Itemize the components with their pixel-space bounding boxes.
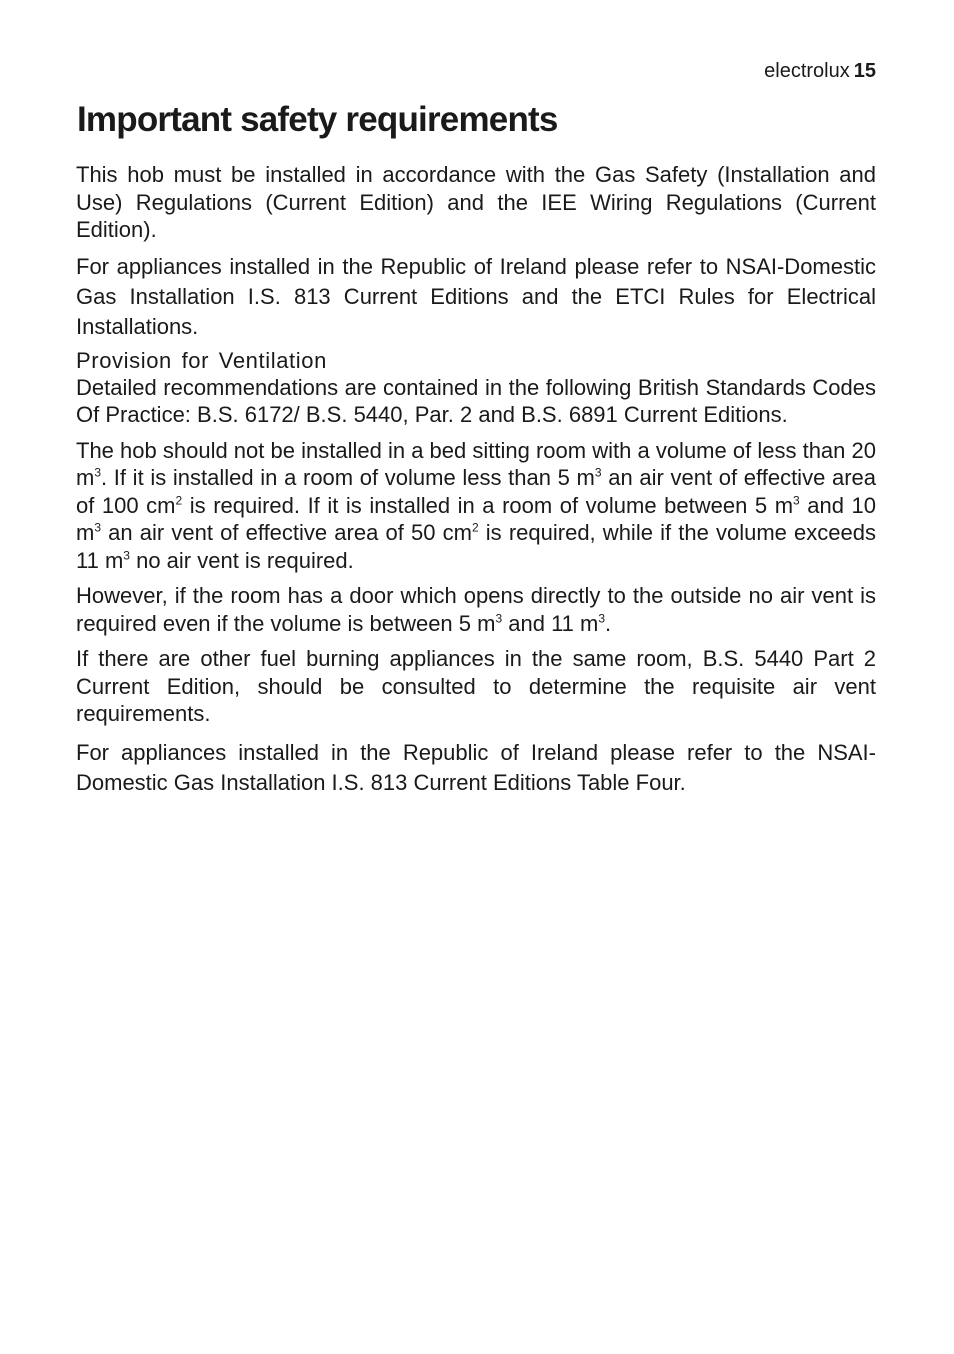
page-header bbox=[764, 58, 876, 84]
brand-name: electrolux bbox=[764, 60, 850, 82]
paragraph-british-standards: Detailed recommendations are contained in the following British Standards Codes Of Practice: B.S. 6172/ B.S. 5440, Par. 2 and B.S. 6891 Current Editions. bbox=[76, 374, 876, 427]
paragraph-ireland-table-four: For appliances installed in the Republic of Ireland please refer to the NSAI-Domestic Gas Installation I.S. 813 Current Editions Table Four. bbox=[76, 739, 876, 795]
paragraph-installation-regulations: This hob must be installed in accordance with the Gas Safety (Installation and Use) Regulations (Current Edition) and the IEE Wiring Regulations (Current Edition). bbox=[76, 162, 876, 242]
paragraph-room-volume: The hob should not be installed in a bed sitting room with a volume of less than 20 $m^3$. If it is installed in a room of volume less than 5 $m^3$ an air vent of effective area of 100 $cm^2$ is required. If it is installed in a room of volume between 5 $m^3$ and 10 $m^3$ an air vent of effective area of 50 $cm^2$ is required, while if the volume exceeds 11 $m^3$ no air vent is required. bbox=[76, 437, 876, 573]
document-body bbox=[76, 161, 876, 804]
paragraph-outside-door: However, if the room has a door which opens directly to the outside no air vent is required even if the volume is between 5 $m^3$ and 11 $m^3$. bbox=[76, 583, 876, 636]
page-title: Important safety requirements bbox=[77, 100, 558, 139]
paragraph-ireland-regulations: For appliances installed in the Republic of Ireland please refer to NSAI-Domestic Gas Installation I.S. 813 Current Editions and the ETCI Rules for Electrical Installations. bbox=[76, 253, 876, 339]
paragraph-other-appliances: If there are other fuel burning appliances in the same room, B.S. 5440 Part 2 Current Edition, should be consulted to determine the requisite air vent requirements. bbox=[76, 646, 876, 726]
page-number: 15 bbox=[853, 60, 876, 82]
section-heading-ventilation: Provision for Ventilation bbox=[76, 347, 327, 373]
